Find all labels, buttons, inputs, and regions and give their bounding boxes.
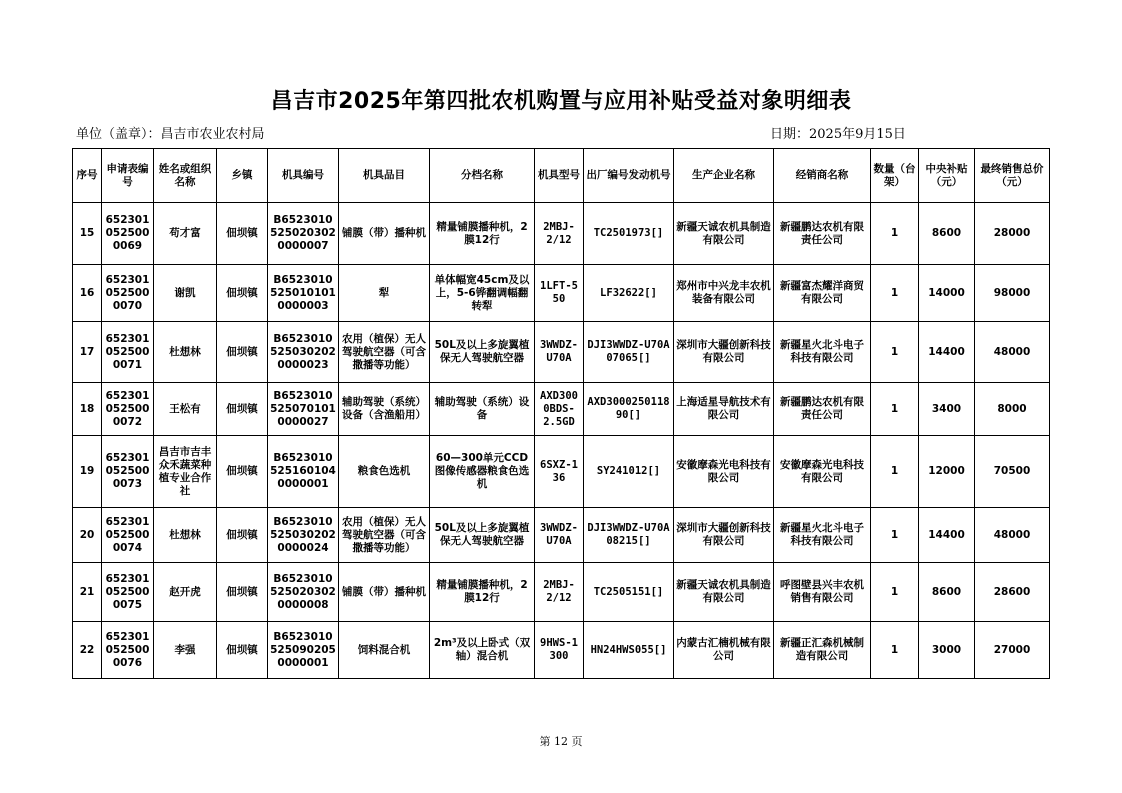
page-number: 第 12 页 [539,735,583,748]
cell-seq: 17 [73,322,102,383]
cell-machine-no: B65230105250302020000023 [268,322,339,383]
cell-category: 粮食色选机 [339,436,430,508]
header-dealer: 经销商名称 [774,149,871,203]
cell-category: 铺膜（带）播种机 [339,203,430,265]
cell-town: 佃坝镇 [217,436,268,508]
header-manufacturer: 生产企业名称 [674,149,774,203]
cell-qty: 1 [871,563,919,622]
cell-name: 苟才富 [154,203,217,265]
cell-total: 70500 [975,436,1050,508]
cell-subsidy: 8600 [919,563,975,622]
cell-machine-no: B65230105250101010000003 [268,265,339,322]
cell-model: 9HWS-1300 [535,622,584,679]
cell-seq: 19 [73,436,102,508]
page-title: 昌吉市2025年第四批农机购置与应用补贴受益对象明细表 [270,89,852,114]
header-subsidy: 中央补贴（元） [919,149,975,203]
cell-qty: 1 [871,436,919,508]
cell-manufacturer: 新疆天诚农机具制造有限公司 [674,563,774,622]
cell-qty: 1 [871,265,919,322]
cell-category: 铺膜（带）播种机 [339,563,430,622]
header-qty: 数量（台架） [871,149,919,203]
cell-name: 王松有 [154,383,217,436]
header-town: 乡镇 [217,149,268,203]
cell-app-no: 6523010525000074 [102,508,154,563]
cell-manufacturer: 深圳市大疆创新科技有限公司 [674,508,774,563]
table-header-row [73,149,1050,203]
cell-subsidy: 12000 [919,436,975,508]
header-app-no: 申请表编号 [102,149,154,203]
cell-dealer: 安徽摩森光电科技有限公司 [774,436,871,508]
cell-app-no: 6523010525000070 [102,265,154,322]
cell-seq: 18 [73,383,102,436]
cell-subsidy: 8600 [919,203,975,265]
cell-factory-no: LF32622[] [584,265,674,322]
cell-total: 28600 [975,563,1050,622]
cell-app-no: 6523010525000075 [102,563,154,622]
cell-total: 98000 [975,265,1050,322]
cell-machine-no: B65230105251601040000001 [268,436,339,508]
cell-factory-no: DJI3WWDZ-U70A07065[] [584,322,674,383]
cell-machine-no: B65230105250302020000024 [268,508,339,563]
cell-total: 48000 [975,322,1050,383]
table-row [73,622,1050,679]
cell-app-no: 6523010525000076 [102,622,154,679]
unit-label: 单位（盖章）：昌吉市农业农村局 [76,127,265,142]
cell-factory-no: SY241012[] [584,436,674,508]
table-row [73,563,1050,622]
cell-name: 李强 [154,622,217,679]
cell-town: 佃坝镇 [217,265,268,322]
table-row [73,203,1050,265]
cell-model: 2MBJ-2/12 [535,203,584,265]
cell-total: 48000 [975,508,1050,563]
cell-category: 辅助驾驶（系统）设备（含渔船用） [339,383,430,436]
cell-machine-no: B65230105250203020000008 [268,563,339,622]
cell-category: 饲料混合机 [339,622,430,679]
header-factory-no: 出厂编号发动机号 [584,149,674,203]
cell-dealer: 新疆富杰耀洋商贸有限公司 [774,265,871,322]
cell-qty: 1 [871,622,919,679]
cell-subsidy: 3000 [919,622,975,679]
cell-seq: 21 [73,563,102,622]
cell-grade: 50L及以上多旋翼植保无人驾驶航空器 [430,508,535,563]
cell-factory-no: AXD3000250118 90[] [584,383,674,436]
cell-machine-no: B65230105250203020000007 [268,203,339,265]
cell-town: 佃坝镇 [217,383,268,436]
cell-manufacturer: 上海适星导航技术有限公司 [674,383,774,436]
header-seq: 序号 [73,149,102,203]
cell-app-no: 6523010525000072 [102,383,154,436]
cell-qty: 1 [871,383,919,436]
cell-app-no: 6523010525000071 [102,322,154,383]
cell-subsidy: 3400 [919,383,975,436]
cell-town: 佃坝镇 [217,622,268,679]
cell-category: 农用（植保）无人驾驶航空器（可含撒播等功能） [339,322,430,383]
cell-dealer: 新疆鹏达农机有限责任公司 [774,203,871,265]
cell-manufacturer: 内蒙古汇楠机械有限公司 [674,622,774,679]
cell-grade: 精量铺膜播种机，2膜12行 [430,203,535,265]
cell-qty: 1 [871,508,919,563]
cell-model: 1LFT-550 [535,265,584,322]
header-machine-no: 机具编号 [268,149,339,203]
cell-model: AXD3000BDS-2.5GD [535,383,584,436]
cell-name: 杜想林 [154,322,217,383]
header-total: 最终销售总价（元） [975,149,1050,203]
cell-app-no: 6523010525000069 [102,203,154,265]
header-category: 机具品目 [339,149,430,203]
cell-total: 27000 [975,622,1050,679]
cell-name: 杜想林 [154,508,217,563]
cell-name: 谢凯 [154,265,217,322]
date-label: 日期：2025年9月15日 [770,127,906,142]
cell-model: 2MBJ-2/12 [535,563,584,622]
cell-seq: 15 [73,203,102,265]
cell-town: 佃坝镇 [217,508,268,563]
cell-factory-no: HN24HWS055[] [584,622,674,679]
cell-machine-no: B65230105250902050000001 [268,622,339,679]
cell-total: 8000 [975,383,1050,436]
cell-manufacturer: 郑州市中兴龙丰农机装备有限公司 [674,265,774,322]
beneficiary-table [72,148,1050,679]
table-row [73,436,1050,508]
cell-dealer: 新疆星火北斗电子科技有限公司 [774,322,871,383]
cell-manufacturer: 安徽摩森光电科技有限公司 [674,436,774,508]
cell-grade: 60—300单元CCD图像传感器粮食色选机 [430,436,535,508]
cell-model: 3WWDZ-U70A [535,322,584,383]
cell-town: 佃坝镇 [217,203,268,265]
cell-town: 佃坝镇 [217,322,268,383]
table-row [73,383,1050,436]
cell-grade: 单体幅宽45cm及以上，5-6铧翻调幅翻转犁 [430,265,535,322]
cell-name: 赵开虎 [154,563,217,622]
cell-category: 犁 [339,265,430,322]
table-row [73,322,1050,383]
cell-factory-no: TC2501973[] [584,203,674,265]
cell-model: 3WWDZ-U70A [535,508,584,563]
cell-total: 28000 [975,203,1050,265]
cell-dealer: 新疆正汇森机械制造有限公司 [774,622,871,679]
cell-town: 佃坝镇 [217,563,268,622]
cell-subsidy: 14000 [919,265,975,322]
cell-seq: 20 [73,508,102,563]
cell-grade: 50L及以上多旋翼植保无人驾驶航空器 [430,322,535,383]
cell-dealer: 呼图壁县兴丰农机销售有限公司 [774,563,871,622]
header-grade: 分档名称 [430,149,535,203]
cell-seq: 22 [73,622,102,679]
cell-dealer: 新疆星火北斗电子科技有限公司 [774,508,871,563]
cell-dealer: 新疆鹏达农机有限责任公司 [774,383,871,436]
cell-qty: 1 [871,203,919,265]
cell-grade: 精量铺膜播种机，2膜12行 [430,563,535,622]
cell-machine-no: B65230105250701010000027 [268,383,339,436]
cell-model: 6SXZ-136 [535,436,584,508]
cell-category: 农用（植保）无人驾驶航空器（可含撒播等功能） [339,508,430,563]
cell-name: 昌吉市吉丰众禾蔬菜种植专业合作社 [154,436,217,508]
header-name: 姓名或组织名称 [154,149,217,203]
cell-qty: 1 [871,322,919,383]
cell-factory-no: DJI3WWDZ-U70A08215[] [584,508,674,563]
cell-manufacturer: 深圳市大疆创新科技有限公司 [674,322,774,383]
header-model: 机具型号 [535,149,584,203]
cell-grade: 辅助驾驶（系统）设备 [430,383,535,436]
cell-app-no: 6523010525000073 [102,436,154,508]
cell-subsidy: 14400 [919,508,975,563]
cell-subsidy: 14400 [919,322,975,383]
cell-grade: 2m³及以上卧式（双轴）混合机 [430,622,535,679]
table-row [73,265,1050,322]
table-row [73,508,1050,563]
cell-factory-no: TC2505151[] [584,563,674,622]
cell-seq: 16 [73,265,102,322]
cell-manufacturer: 新疆天诚农机具制造有限公司 [674,203,774,265]
